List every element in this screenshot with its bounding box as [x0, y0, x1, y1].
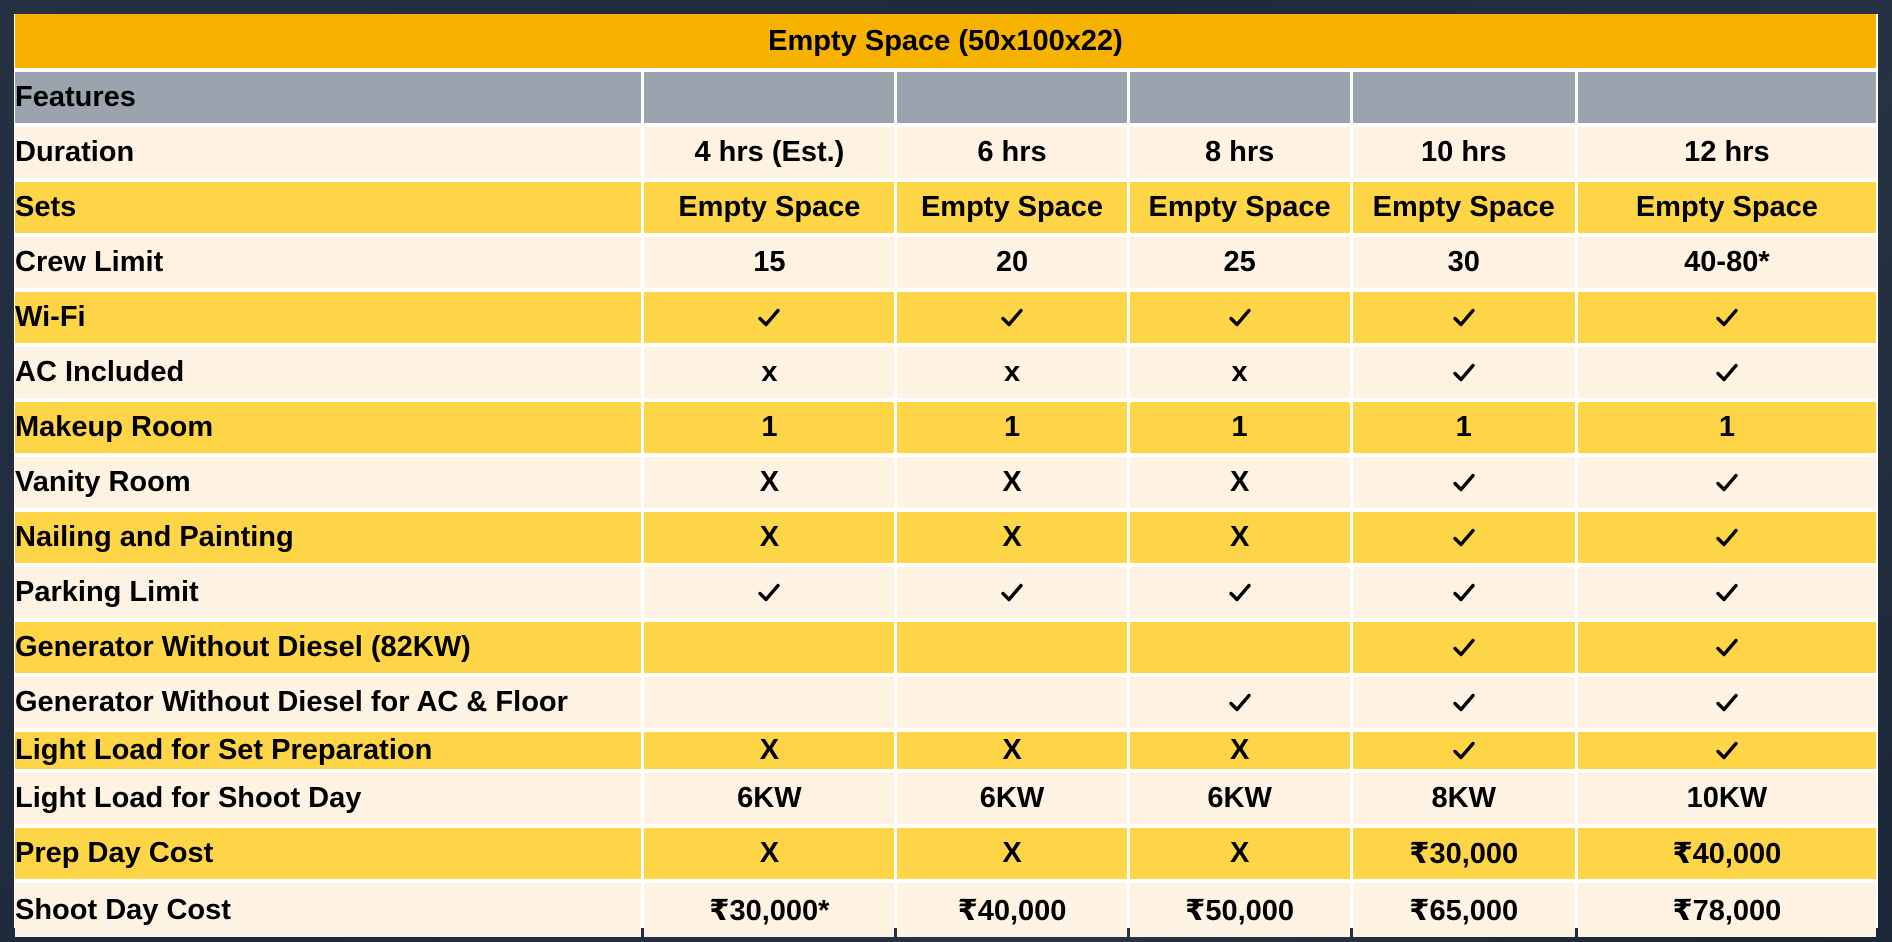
table-row	[15, 457, 1876, 512]
table-cell	[644, 567, 894, 622]
table-cell	[1578, 732, 1876, 773]
table-cell: 30	[1353, 237, 1575, 292]
table-cell: X	[644, 512, 894, 567]
table-cell	[1353, 292, 1575, 347]
check-icon	[756, 580, 782, 606]
table-cell: X	[897, 732, 1126, 773]
row-label: Makeup Room	[15, 402, 641, 457]
table-body	[15, 127, 1876, 937]
pricing-table	[12, 14, 1879, 937]
check-icon	[1451, 580, 1477, 606]
table-cell	[1130, 567, 1350, 622]
row-label: AC Included	[15, 347, 641, 402]
table-cell	[1353, 457, 1575, 512]
pricing-table-frame	[14, 14, 1878, 928]
table-cell	[644, 622, 894, 677]
table-cell	[1578, 677, 1876, 732]
table-cell	[1578, 567, 1876, 622]
table-cell: ₹30,000	[1353, 828, 1575, 883]
table-row	[15, 127, 1876, 182]
check-icon	[1714, 738, 1740, 764]
table-cell: X	[1130, 732, 1350, 773]
features-header: Features	[15, 72, 641, 127]
table-cell: X	[1130, 457, 1350, 512]
table-cell: ₹30,000*	[644, 883, 894, 937]
check-icon	[1714, 360, 1740, 386]
table-cell: 1	[1130, 402, 1350, 457]
table-row	[15, 237, 1876, 292]
check-icon	[1714, 470, 1740, 496]
check-icon	[1451, 690, 1477, 716]
check-icon	[1451, 635, 1477, 661]
table-cell: 8KW	[1353, 773, 1575, 828]
table-cell	[1353, 622, 1575, 677]
check-icon	[1451, 738, 1477, 764]
features-header-cell	[1130, 72, 1350, 127]
features-header-cell	[644, 72, 894, 127]
table-row	[15, 622, 1876, 677]
check-icon	[1714, 525, 1740, 551]
table-row	[15, 773, 1876, 828]
check-icon	[756, 305, 782, 331]
table-cell	[1130, 622, 1350, 677]
check-icon	[1451, 360, 1477, 386]
table-row	[15, 292, 1876, 347]
row-label: Light Load for Shoot Day	[15, 773, 641, 828]
row-label: Crew Limit	[15, 237, 641, 292]
table-cell: 6KW	[644, 773, 894, 828]
table-row	[15, 883, 1876, 937]
table-cell: X	[1130, 828, 1350, 883]
table-cell	[644, 292, 894, 347]
table-cell: X	[644, 732, 894, 773]
table-cell	[1353, 347, 1575, 402]
table-cell: 8 hrs	[1130, 127, 1350, 182]
check-icon	[1227, 305, 1253, 331]
row-label: Light Load for Set Preparation	[15, 732, 641, 773]
table-cell: 15	[644, 237, 894, 292]
table-cell	[1578, 512, 1876, 567]
features-header-cell	[1578, 72, 1876, 127]
check-icon	[1227, 690, 1253, 716]
table-cell: Empty Space	[1353, 182, 1575, 237]
table-cell: X	[897, 828, 1126, 883]
row-label: Wi-Fi	[15, 292, 641, 347]
table-cell: 1	[644, 402, 894, 457]
table-cell: X	[897, 512, 1126, 567]
table-row	[15, 828, 1876, 883]
table-row	[15, 567, 1876, 622]
table-cell: X	[897, 457, 1126, 512]
table-cell: 1	[1578, 402, 1876, 457]
check-icon	[1451, 305, 1477, 331]
table-cell: x	[897, 347, 1126, 402]
table-cell	[1578, 347, 1876, 402]
table-cell: 6KW	[897, 773, 1126, 828]
table-cell: 12 hrs	[1578, 127, 1876, 182]
features-header-cell	[897, 72, 1126, 127]
table-cell	[644, 677, 894, 732]
table-cell: X	[644, 828, 894, 883]
row-label: Sets	[15, 182, 641, 237]
table-cell: ₹78,000	[1578, 883, 1876, 937]
row-label: Nailing and Painting	[15, 512, 641, 567]
features-header-cell	[1353, 72, 1575, 127]
table-cell: ₹65,000	[1353, 883, 1575, 937]
table-cell: 6 hrs	[897, 127, 1126, 182]
table-cell	[1353, 732, 1575, 773]
table-cell	[1353, 677, 1575, 732]
table-cell: X	[644, 457, 894, 512]
table-cell: X	[1130, 512, 1350, 567]
table-cell	[1578, 457, 1876, 512]
table-row	[15, 512, 1876, 567]
table-cell: Empty Space	[897, 182, 1126, 237]
row-label: Generator Without Diesel (82KW)	[15, 622, 641, 677]
check-icon	[1714, 305, 1740, 331]
table-cell: 1	[897, 402, 1126, 457]
features-header-row	[15, 72, 1876, 127]
check-icon	[1714, 635, 1740, 661]
table-row	[15, 677, 1876, 732]
check-icon	[1714, 690, 1740, 716]
table-cell: 4 hrs (Est.)	[644, 127, 894, 182]
table-cell: Empty Space	[644, 182, 894, 237]
table-row	[15, 182, 1876, 237]
table-cell	[897, 677, 1126, 732]
table-cell	[897, 622, 1126, 677]
table-cell	[897, 567, 1126, 622]
table-cell: ₹40,000	[897, 883, 1126, 937]
table-row	[15, 732, 1876, 773]
row-label: Vanity Room	[15, 457, 641, 512]
table-cell: ₹40,000	[1578, 828, 1876, 883]
table-cell: x	[1130, 347, 1350, 402]
check-icon	[1714, 580, 1740, 606]
title-row	[15, 14, 1876, 72]
table-cell: 20	[897, 237, 1126, 292]
table-cell: x	[644, 347, 894, 402]
row-label: Prep Day Cost	[15, 828, 641, 883]
table-cell	[1130, 677, 1350, 732]
check-icon	[1451, 470, 1477, 496]
table-cell	[1578, 622, 1876, 677]
table-cell	[1130, 292, 1350, 347]
table-cell: 1	[1353, 402, 1575, 457]
table-cell: 40-80*	[1578, 237, 1876, 292]
table-cell	[1578, 292, 1876, 347]
table-row	[15, 402, 1876, 457]
check-icon	[1451, 525, 1477, 551]
table-cell	[897, 292, 1126, 347]
table-cell: 10 hrs	[1353, 127, 1575, 182]
check-icon	[1227, 580, 1253, 606]
table-cell: 25	[1130, 237, 1350, 292]
row-label: Shoot Day Cost	[15, 883, 641, 937]
table-title: Empty Space (50x100x22)	[15, 14, 1876, 72]
row-label: Generator Without Diesel for AC & Floor	[15, 677, 641, 732]
table-cell: Empty Space	[1578, 182, 1876, 237]
table-cell: Empty Space	[1130, 182, 1350, 237]
table-cell	[1353, 512, 1575, 567]
row-label: Parking Limit	[15, 567, 641, 622]
row-label: Duration	[15, 127, 641, 182]
table-cell: 6KW	[1130, 773, 1350, 828]
table-cell	[1353, 567, 1575, 622]
check-icon	[999, 580, 1025, 606]
table-cell: 10KW	[1578, 773, 1876, 828]
table-cell: ₹50,000	[1130, 883, 1350, 937]
check-icon	[999, 305, 1025, 331]
table-row	[15, 347, 1876, 402]
